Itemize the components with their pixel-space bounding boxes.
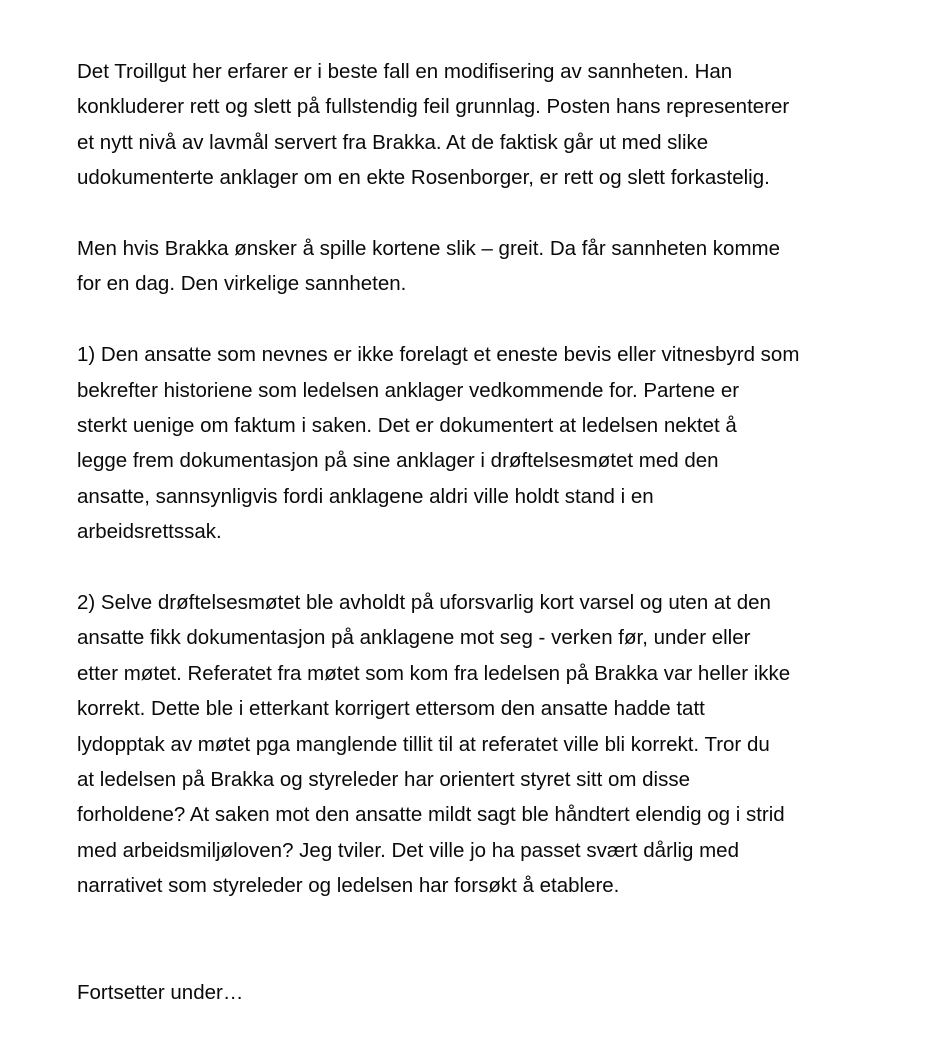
document-body — [77, 54, 897, 1010]
paragraph-intro: Det Troillgut her erfarer er i beste fall en modifisering av sannheten. Han konkluderer rett og slett på fullstendig feil grunnlag. Posten hans representerer et nytt nivå av lavmål servert fra Brakka. At de faktisk går ut med slike udokumenterte anklager om en ekte Rosenborger, er rett og slett forkastelig. — [77, 60, 790, 190]
paragraph-spacer — [77, 196, 897, 231]
paragraph-spacer — [77, 302, 897, 337]
continuation-note: Fortsetter under… — [77, 980, 244, 1004]
paragraph-point-2: 2) Selve drøftelsesmøtet ble avholdt på uforsvarlig kort varsel og uten at den ansatte fikk dokumentasjon på anklagene mot seg - verken før, under eller etter møtet. Referatet fra møtet som kom fra ledelsen på Brakka var heller ikke korrekt. Dette ble i etterkant korrigert ettersom den ansatte hadde tatt lydopptak av møtet pga manglende tillit til at referatet ville bli korrekt. Tror du at ledelsen på Brakka og styreleder har orientert styret sitt om disse forholdene? At saken mot den ansatte mildt sagt ble håndtert elendig og i strid med arbeidsmiljøloven? Jeg tviler. Det ville jo ha passet svært dårlig med narrativet som styreleder og ledelsen har forsøkt å etablere. — [77, 591, 791, 898]
paragraph-response: Men hvis Brakka ønsker å spille kortene slik – greit. Da får sannheten komme for en dag. Den virkelige sannheten. — [77, 237, 780, 296]
paragraph-spacer — [77, 550, 897, 585]
paragraph-point-1: 1) Den ansatte som nevnes er ikke forelagt et eneste bevis eller vitnesbyrd som bekrefter historiene som ledelsen anklager vedkommende for. Partene er sterkt uenige om faktum i saken. Det er dokumentert at ledelsen nektet å legge frem dokumentasjon på sine anklager i drøftelsesmøtet med den ansatte, sannsynligvis fordi anklagene aldri ville holdt stand i en arbeidsrettssak. — [77, 343, 800, 544]
paragraph-spacer — [77, 904, 897, 975]
